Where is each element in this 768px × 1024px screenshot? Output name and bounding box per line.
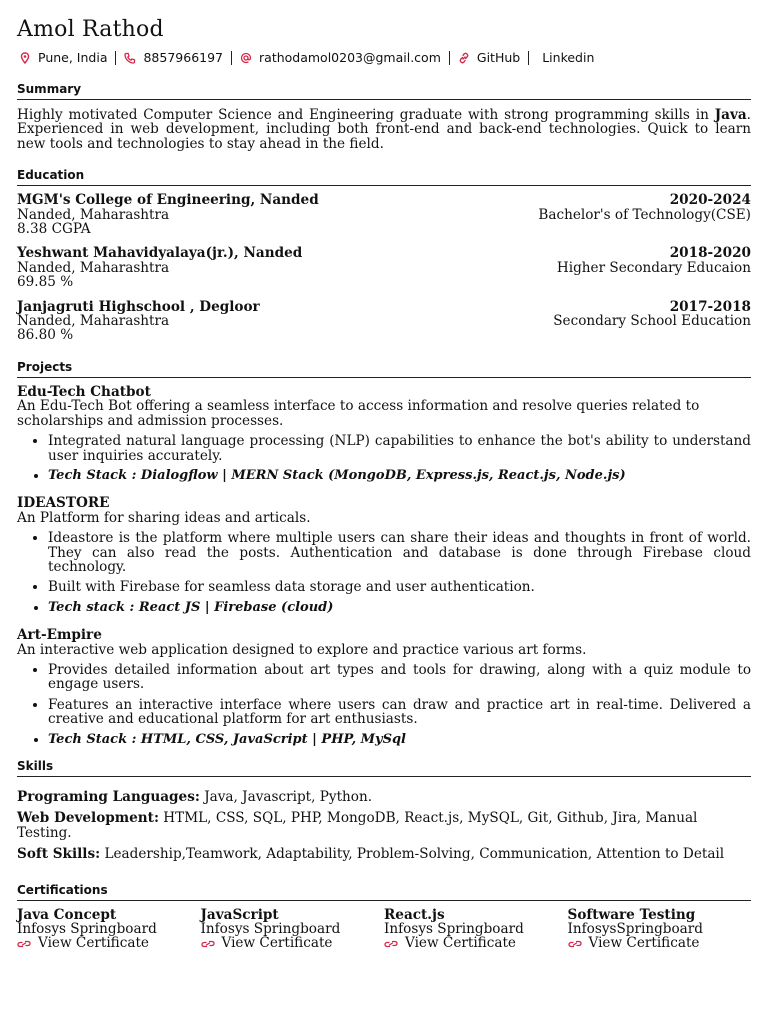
skill-row — [17, 790, 751, 804]
cert-link-text: View Certificate — [38, 935, 149, 952]
degree: Secondary School Education — [553, 313, 751, 330]
degree: Bachelor's of Technology(CSE) — [538, 206, 751, 223]
score: 69.85 % — [17, 274, 74, 291]
certifications-list — [17, 908, 751, 951]
skill-label: Programing Languages: — [17, 789, 200, 805]
certification-item — [17, 908, 201, 951]
project-name: IDEASTORE — [17, 495, 110, 512]
project-item — [17, 628, 751, 747]
school-years: 2018-2020 — [669, 245, 751, 262]
project-bullet: • Built with Firebase for seamless data storage and user authentication. — [48, 580, 751, 594]
school-years: 2017-2018 — [669, 298, 751, 315]
project-tech-stack: • Tech Stack : HTML, CSS, JavaScript | PHP, MySql — [48, 733, 751, 747]
cert-link-text: View Certificate — [221, 935, 333, 952]
skill-value: Leadership,Teamwork, Adaptability, Problem-Solving, Communication, Attention to Detail — [100, 846, 725, 863]
summary-text — [17, 108, 751, 151]
skills-list — [17, 790, 751, 862]
project-item — [17, 385, 751, 483]
location-text: Pune, India — [38, 50, 108, 65]
certification-item — [568, 908, 752, 951]
project-bullet: • Integrated natural language processing (NLP) capabilities to enhance the bot's ability to understand user inquiries accurately. — [48, 434, 751, 463]
school-location: Nanded, Maharashtra — [17, 206, 170, 223]
school-name: MGM's College of Engineering, Nanded — [17, 192, 319, 209]
link-icon — [201, 938, 215, 950]
project-item — [17, 496, 751, 615]
score: 8.38 CGPA — [17, 221, 91, 238]
contact-phone[interactable] — [115, 51, 231, 65]
cert-issuer: Infosys Springboard — [384, 921, 524, 938]
education-heading: Education — [17, 169, 751, 186]
projects-heading: Projects — [17, 361, 751, 378]
link-icon — [458, 52, 470, 64]
view-certificate-link[interactable] — [568, 936, 752, 950]
cert-name: Java Concept — [17, 906, 117, 923]
skills-heading: Skills — [17, 760, 751, 777]
phone-icon — [124, 52, 136, 64]
contact-github[interactable] — [449, 51, 528, 65]
project-bullet: • Ideastore is the platform where multiple users can share their ideas and thoughts in front of world. They can also read the posts. Authentication and database is done through Firebase cloud technology. — [48, 531, 751, 574]
project-description: An interactive web application designed to explore and practice various art forms. — [17, 641, 587, 658]
skill-label: Web Development: — [17, 810, 159, 827]
summary-text-part: Highly motivated Computer Science and Engineering graduate with strong programming skills in — [17, 107, 715, 123]
certifications-heading: Certifications — [17, 884, 751, 901]
cert-name: Software Testing — [567, 906, 696, 923]
cert-issuer: Infosys Springboard — [200, 921, 341, 938]
summary-heading: Summary — [17, 83, 751, 100]
linkedin-link: Linkedin — [542, 50, 595, 65]
view-certificate-link[interactable] — [201, 936, 385, 950]
project-tech-stack: • Tech stack : React JS | Firebase (cloud) — [48, 601, 751, 615]
contact-email[interactable] — [231, 51, 449, 65]
cert-name: React.js — [384, 906, 445, 923]
project-bullets — [17, 531, 751, 615]
contact-location — [17, 51, 115, 65]
education-item — [17, 193, 751, 236]
skill-value: Java, Javascript, Python. — [199, 789, 373, 805]
cert-issuer: InfosysSpringboard — [567, 921, 703, 938]
cert-issuer: Infosys Springboard — [17, 921, 157, 938]
view-certificate-link[interactable] — [384, 936, 568, 950]
project-bullet: • Features an interactive interface where users can draw and practice art in real-time. Delivered a creative and educational platform for art enthusiasts. — [48, 698, 751, 727]
education-item — [17, 300, 751, 343]
project-description: An Platform for sharing ideas and articals. — [17, 509, 311, 526]
project-name: Edu-Tech Chatbot — [17, 383, 151, 400]
at-sign-icon — [240, 52, 252, 64]
summary-highlight: Java — [714, 107, 747, 123]
contact-linkedin[interactable] — [528, 51, 602, 65]
school-location: Nanded, Maharashtra — [17, 259, 170, 276]
skill-value: HTML, CSS, SQL, PHP, MongoDB, React.js, MySQL, Git, Github, Jira, Manual Testing. — [17, 810, 698, 841]
degree: Higher Secondary Educaion — [556, 259, 751, 276]
cert-link-text: View Certificate — [588, 935, 700, 952]
map-pin-icon — [19, 52, 31, 64]
summary-text-part: . Experienced in web development, including both front-end and back-end technologies. Quick to learn new tools and technologies to stay ahead in the field. — [17, 107, 751, 152]
view-certificate-link[interactable] — [17, 936, 201, 950]
school-location: Nanded, Maharashtra — [17, 313, 170, 330]
link-icon — [17, 938, 31, 950]
phone-text: 8857966197 — [143, 50, 224, 65]
candidate-name: Amol Rathod — [17, 17, 164, 42]
certification-item — [201, 908, 385, 951]
project-description: An Edu-Tech Bot offering a seamless interface to access information and resolve queries related to scholarships and admission processes. — [17, 398, 700, 429]
email-text: rathodamol0203@gmail.com — [259, 50, 441, 65]
school-name: Yeshwant Mahavidyalaya(jr.), Nanded — [17, 245, 303, 262]
project-bullets — [17, 663, 751, 747]
education-item — [17, 246, 751, 289]
skill-label: Soft Skills: — [17, 846, 101, 863]
project-bullet: • Provides detailed information about art types and tools for drawing, along with a quiz module to engage users. — [48, 663, 751, 692]
project-name: Art-Empire — [17, 627, 102, 644]
project-tech-stack: • Tech Stack : Dialogflow | MERN Stack (MongoDB, Express.js, React.js, Node.js) — [48, 469, 751, 483]
certification-item — [384, 908, 568, 951]
school-name: Janjagruti Highschool , Degloor — [17, 298, 260, 315]
cert-name: JavaScript — [200, 906, 279, 923]
contact-bar — [17, 51, 751, 65]
link-icon — [568, 938, 582, 950]
score: 86.80 % — [17, 327, 74, 344]
project-bullets — [17, 434, 751, 483]
cert-link-text: View Certificate — [405, 935, 516, 952]
github-link: GitHub — [476, 50, 521, 65]
skill-row — [17, 847, 751, 861]
school-years: 2020-2024 — [669, 192, 751, 209]
skill-row — [17, 811, 751, 840]
link-icon — [384, 938, 398, 950]
